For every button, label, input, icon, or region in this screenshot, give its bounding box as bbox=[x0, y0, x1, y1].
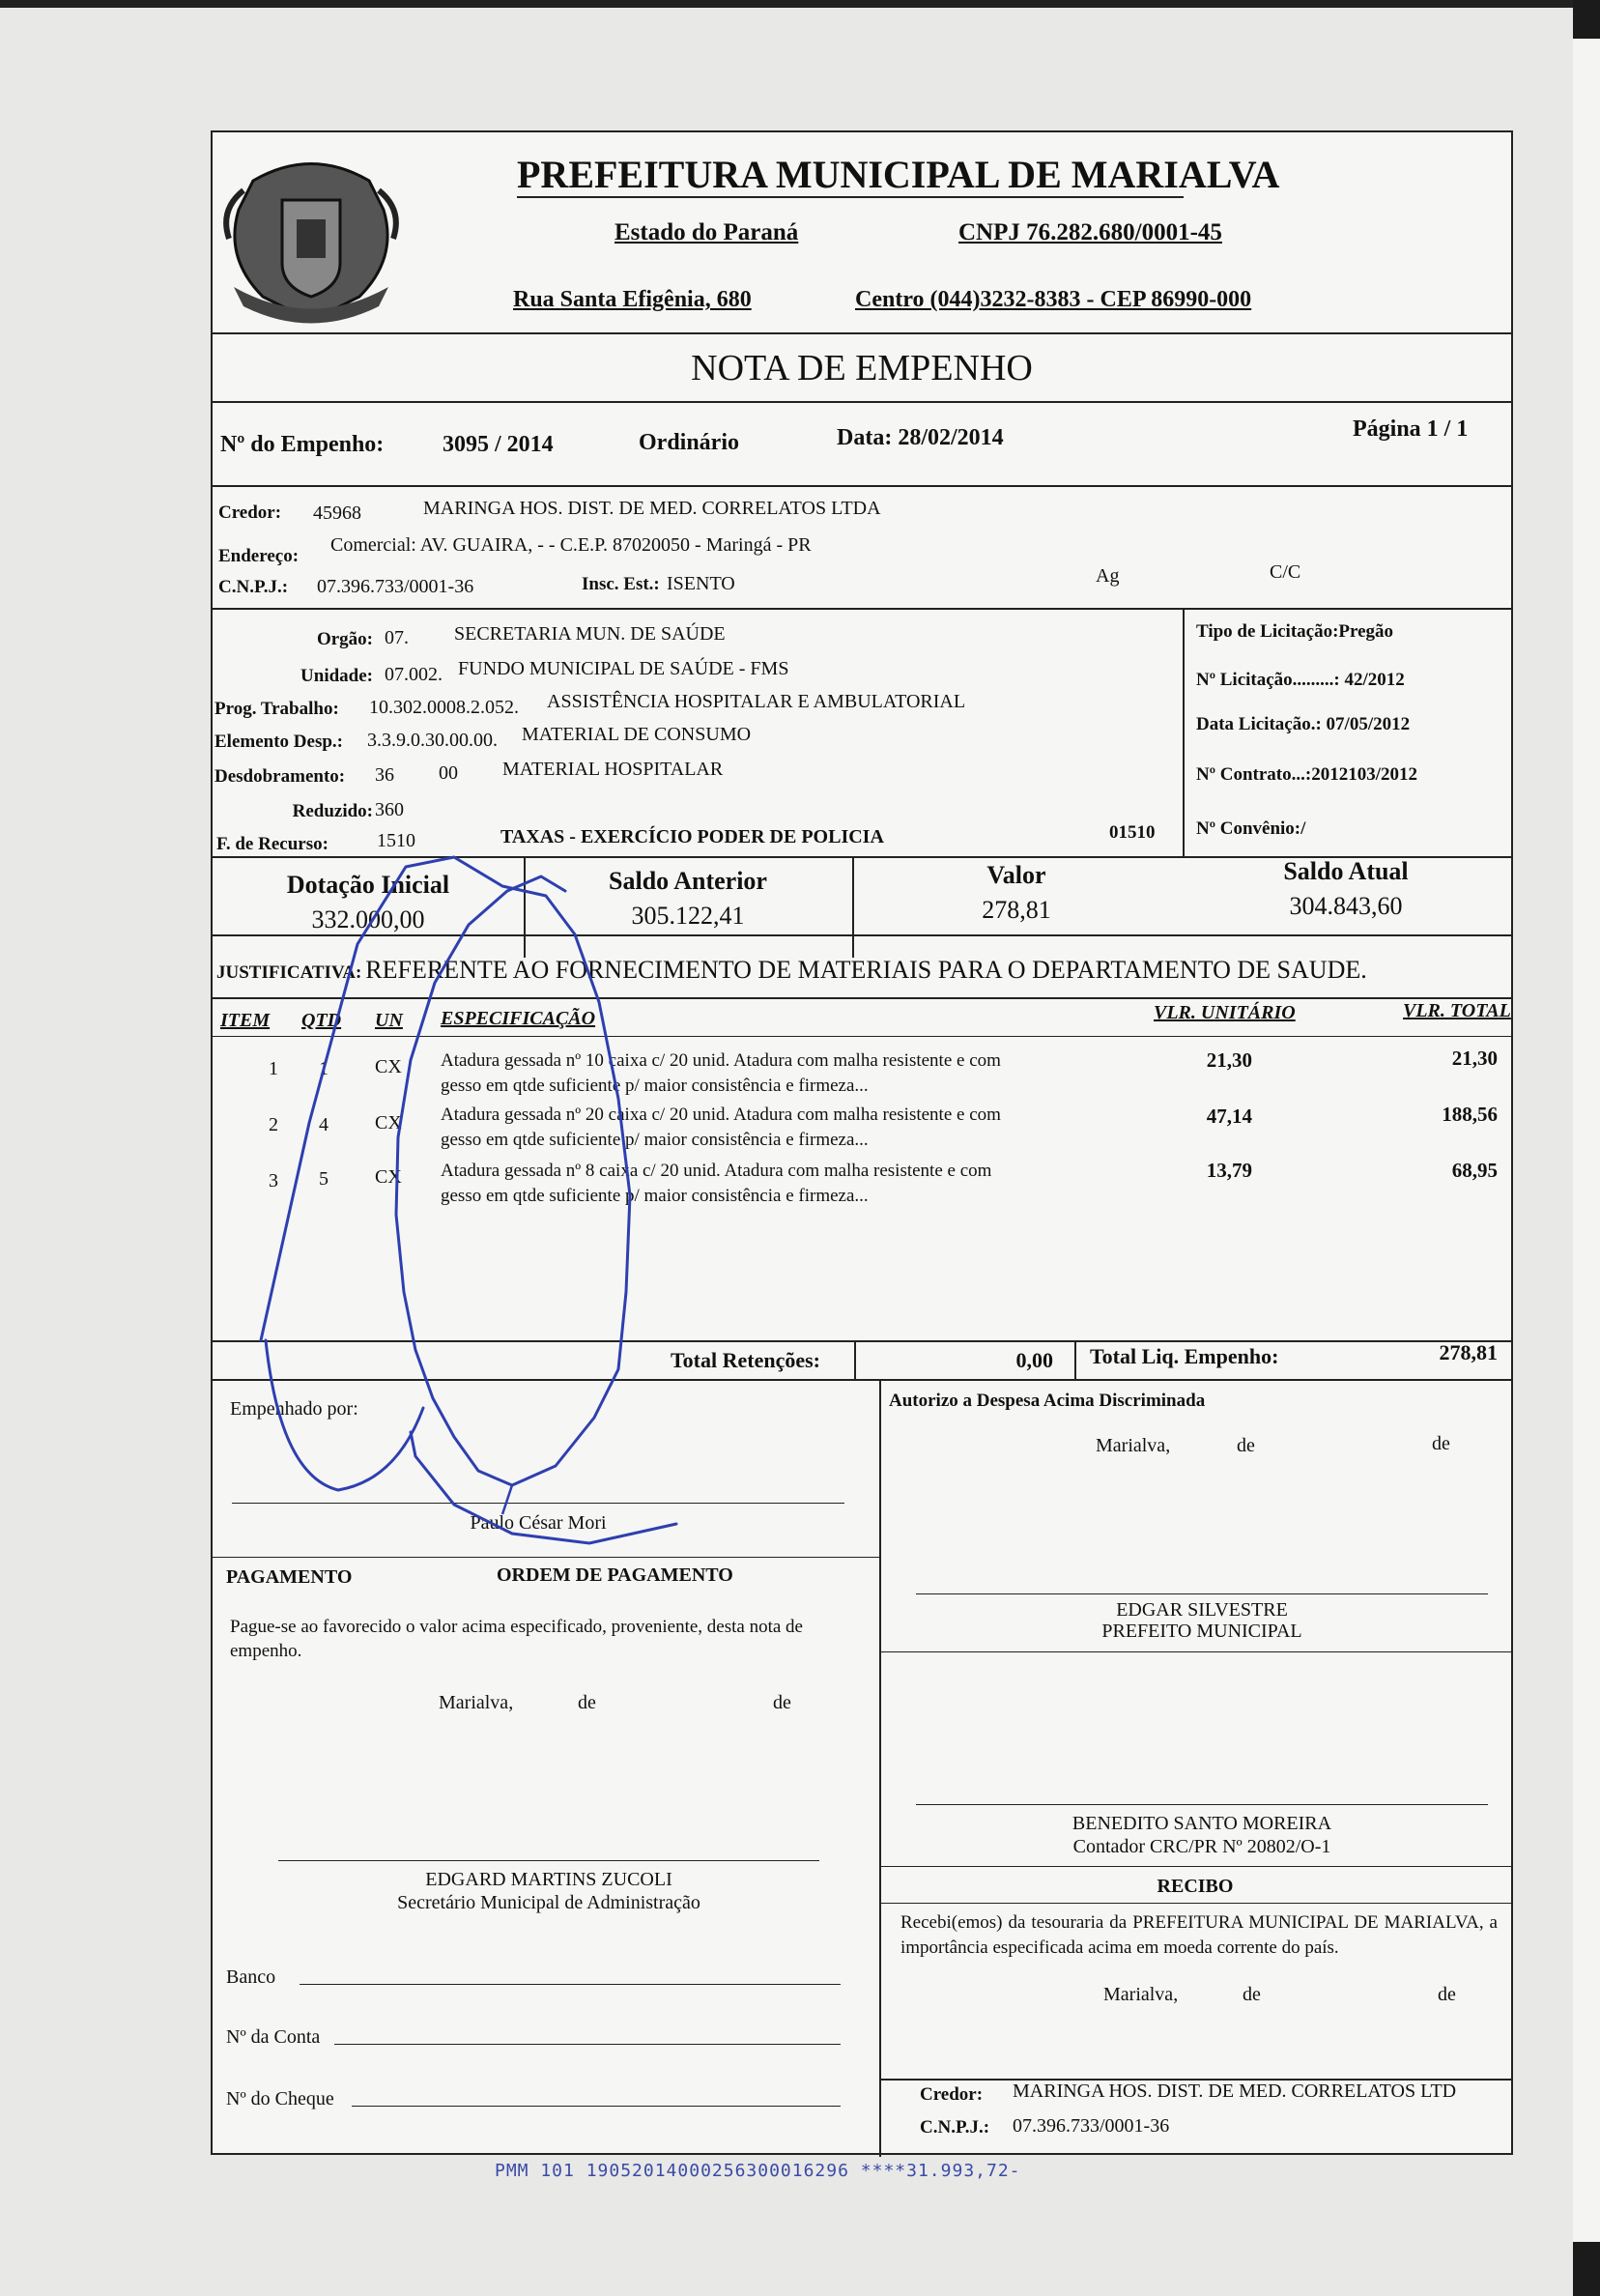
dotacao-inicial-label: Dotação Inicial bbox=[286, 871, 450, 899]
secretario-title: Secretário Municipal de Administração bbox=[397, 1892, 700, 1913]
saldo-atual-value: 304.843,60 bbox=[1289, 892, 1403, 920]
item-qty: 4 bbox=[319, 1114, 329, 1135]
empenho-label: Nº do Empenho: bbox=[220, 432, 385, 457]
col-vlr-unitario: VLR. UNITÁRIO bbox=[1154, 1002, 1296, 1023]
reduzido-label: Reduzido: bbox=[292, 801, 373, 821]
prog-trabalho-name: ASSISTÊNCIA HOSPITALAR E AMBULATORIAL bbox=[547, 691, 966, 712]
unidade-name: FUNDO MUNICIPAL DE SAÚDE - FMS bbox=[458, 658, 789, 679]
credor-cnpj: 07.396.733/0001-36 bbox=[317, 576, 474, 597]
credor-label: Credor: bbox=[218, 502, 282, 523]
header-contact: Centro (044)3232-8383 - CEP 86990-000 bbox=[855, 287, 1252, 312]
numero-licitacao: Nº Licitação.........: 42/2012 bbox=[1196, 670, 1405, 690]
credor-code: 45968 bbox=[313, 502, 361, 524]
item-desc-line2: gesso em qtde suficiente p/ maior consistência e firmeza... bbox=[441, 1130, 869, 1150]
recibo-cnpj: 07.396.733/0001-36 bbox=[1013, 2115, 1170, 2137]
recibo-label: RECIBO bbox=[1157, 1876, 1234, 1897]
item-unit-price: 21,30 bbox=[1206, 1048, 1252, 1072]
item-qty: 1 bbox=[319, 1058, 329, 1079]
numero-contrato: Nº Contrato...:2012103/2012 bbox=[1196, 764, 1417, 785]
item-number: 1 bbox=[269, 1058, 278, 1079]
recibo-text: Recebi(emos) da tesouraria da PREFEITURA MUNICIPAL DE MARIALVA, a importância especificada acima em moeda corrente do país. bbox=[900, 1912, 1498, 1958]
item-desc-line1: Atadura gessada nº 8 caixa c/ 20 unid. Atadura com malha resistente e com bbox=[441, 1161, 992, 1181]
handwritten-signature-icon bbox=[213, 132, 1511, 2152]
orgao-code: 07. bbox=[385, 627, 409, 648]
autorizo-de1: de bbox=[1237, 1435, 1255, 1456]
credor-address: Comercial: AV. GUAIRA, - - C.E.P. 87020050 - Maringá - PR bbox=[330, 534, 812, 556]
recibo-credor-label: Credor: bbox=[920, 2084, 984, 2105]
total-retencoes-value: 0,00 bbox=[1015, 1348, 1053, 1372]
recurso-ref: 01510 bbox=[1109, 822, 1156, 843]
total-liq-value: 278,81 bbox=[1439, 1340, 1498, 1364]
empenhado-por-label: Empenhado por: bbox=[230, 1398, 358, 1420]
prefeito-name: EDGAR SILVESTRE bbox=[1116, 1599, 1288, 1621]
col-un: UN bbox=[375, 1010, 403, 1031]
pagamento-label: PAGAMENTO bbox=[226, 1566, 353, 1588]
recibo-de2: de bbox=[1438, 1984, 1456, 2005]
total-retencoes-label: Total Retenções: bbox=[671, 1348, 820, 1372]
justificativa-text: REFERENTE AO FORNECIMENTO DE MATERIAIS PARA O DEPARTAMENTO DE SAUDE. bbox=[365, 956, 1367, 984]
scan-right-edge bbox=[1573, 0, 1600, 2296]
cnpj-label: C.N.P.J.: bbox=[218, 577, 289, 597]
item-desc-line2: gesso em qtde suficiente p/ maior consistência e firmeza... bbox=[441, 1186, 869, 1206]
pagamento-place: Marialva, bbox=[439, 1692, 514, 1713]
empenho-type: Ordinário bbox=[639, 430, 740, 455]
unidade-code: 07.002. bbox=[385, 664, 443, 685]
prog-trabalho-code: 10.302.0008.2.052. bbox=[369, 697, 519, 718]
numero-convenio: Nº Convênio:/ bbox=[1196, 818, 1306, 839]
contador-title: Contador CRC/PR Nº 20802/O-1 bbox=[1072, 1836, 1331, 1857]
prefeito-title: PREFEITO MUNICIPAL bbox=[1101, 1621, 1302, 1642]
ordem-pagamento-label: ORDEM DE PAGAMENTO bbox=[497, 1564, 733, 1586]
item-total: 188,56 bbox=[1442, 1103, 1498, 1126]
cheque-label: Nº do Cheque bbox=[226, 2088, 334, 2109]
desdobramento-code: 36 bbox=[375, 764, 394, 786]
item-number: 2 bbox=[269, 1114, 278, 1135]
col-vlr-total: VLR. TOTAL bbox=[1403, 1000, 1511, 1021]
empenho-date: Data: 28/02/2014 bbox=[837, 425, 1004, 450]
pagamento-text: Pague-se ao favorecido o valor acima especificado, proveniente, desta nota de empenho. bbox=[230, 1617, 803, 1661]
item-total: 21,30 bbox=[1451, 1047, 1498, 1070]
pagamento-de2: de bbox=[773, 1692, 791, 1713]
recurso-name: TAXAS - EXERCÍCIO PODER DE POLICIA bbox=[500, 826, 884, 847]
saldo-anterior-value: 305.122,41 bbox=[631, 902, 745, 930]
orgao-name: SECRETARIA MUN. DE SAÚDE bbox=[454, 623, 726, 645]
item-desc-line2: gesso em qtde suficiente p/ maior consistência e firmeza... bbox=[441, 1076, 869, 1096]
valor-value: 278,81 bbox=[982, 896, 1051, 924]
autorizo-place: Marialva, bbox=[1096, 1435, 1171, 1456]
page-number: Página 1 / 1 bbox=[1353, 416, 1469, 442]
dotacao-inicial-value: 332.000,00 bbox=[311, 905, 425, 933]
prog-trabalho-label: Prog. Trabalho: bbox=[214, 699, 339, 719]
item-desc-line1: Atadura gessada nº 20 caixa c/ 20 unid. Atadura com malha resistente e com bbox=[441, 1105, 1001, 1125]
orgao-label: Orgão: bbox=[316, 629, 373, 649]
item-qty: 5 bbox=[319, 1168, 329, 1190]
tipo-licitacao: Tipo de Licitação:Pregão bbox=[1196, 621, 1394, 642]
saldo-anterior-label: Saldo Anterior bbox=[609, 867, 767, 895]
data-licitacao: Data Licitação.: 07/05/2012 bbox=[1196, 714, 1411, 734]
scan-top-edge bbox=[0, 0, 1600, 8]
pagamento-de1: de bbox=[578, 1692, 596, 1713]
elemento-name: MATERIAL DE CONSUMO bbox=[522, 724, 752, 745]
cc-label: C/C bbox=[1270, 561, 1301, 583]
item-unit: CX bbox=[375, 1112, 402, 1134]
credor-name: MARINGA HOS. DIST. DE MED. CORRELATOS LTDA bbox=[423, 498, 881, 519]
recurso-label: F. de Recurso: bbox=[216, 834, 329, 854]
empenhado-por-name: Paulo César Mori bbox=[470, 1512, 607, 1534]
item-total: 68,95 bbox=[1451, 1159, 1498, 1182]
recibo-cnpj-label: C.N.P.J.: bbox=[920, 2117, 990, 2138]
ag-label: Ag bbox=[1096, 565, 1120, 587]
desdobramento-name: MATERIAL HOSPITALAR bbox=[502, 759, 724, 780]
autorizo-de2: de bbox=[1432, 1433, 1450, 1454]
item-desc-line1: Atadura gessada nº 10 caixa c/ 20 unid. Atadura com malha resistente e com bbox=[441, 1050, 1001, 1071]
secretario-name: EDGARD MARTINS ZUCOLI bbox=[425, 1869, 672, 1890]
contador-name: BENEDITO SANTO MOREIRA bbox=[1071, 1813, 1332, 1834]
header-title: PREFEITURA MUNICIPAL DE MARIALVA bbox=[517, 153, 1280, 196]
col-item: ITEM bbox=[220, 1010, 271, 1031]
elemento-label: Elemento Desp.: bbox=[214, 732, 343, 752]
recibo-credor-name: MARINGA HOS. DIST. DE MED. CORRELATOS LTD bbox=[1013, 2081, 1457, 2102]
recibo-place: Marialva, bbox=[1103, 1984, 1179, 2005]
item-unit: CX bbox=[375, 1056, 402, 1077]
recibo-de1: de bbox=[1243, 1984, 1261, 2005]
header-cnpj: CNPJ 76.282.680/0001-45 bbox=[958, 219, 1222, 245]
saldo-atual-label: Saldo Atual bbox=[1283, 857, 1409, 885]
item-unit-price: 13,79 bbox=[1206, 1159, 1252, 1182]
item-number: 3 bbox=[269, 1170, 278, 1191]
elemento-code: 3.3.9.0.30.00.00. bbox=[367, 730, 498, 751]
col-especificacao: ESPECIFICAÇÃO bbox=[441, 1008, 596, 1029]
insc-est-label: Insc. Est.: bbox=[582, 574, 660, 594]
recurso-code: 1510 bbox=[377, 830, 415, 851]
header-state: Estado do Paraná bbox=[614, 219, 799, 245]
item-unit: CX bbox=[375, 1166, 402, 1188]
valor-label: Valor bbox=[986, 861, 1046, 889]
reduzido-value: 360 bbox=[375, 799, 404, 820]
document-page bbox=[211, 130, 1513, 2155]
desdobramento-label: Desdobramento: bbox=[214, 766, 346, 787]
document-title: NOTA DE EMPENHO bbox=[691, 348, 1033, 388]
total-liq-label: Total Liq. Empenho: bbox=[1090, 1344, 1279, 1368]
justificativa-label: JUSTIFICATIVA: bbox=[216, 962, 362, 983]
item-unit-price: 47,14 bbox=[1206, 1105, 1252, 1128]
conta-label: Nº da Conta bbox=[226, 2026, 321, 2048]
col-qtd: QTD bbox=[301, 1010, 342, 1031]
empenho-number: 3095 / 2014 bbox=[443, 432, 554, 457]
unidade-label: Unidade: bbox=[300, 666, 373, 686]
insc-est-value: ISENTO bbox=[667, 573, 735, 594]
desdobramento-sub: 00 bbox=[439, 762, 458, 784]
banco-label: Banco bbox=[226, 1966, 276, 1988]
footer-code: PMM 101 19052014000256300016296 ****31.993,72- bbox=[495, 2161, 1021, 2181]
header-address: Rua Santa Efigênia, 680 bbox=[513, 287, 752, 312]
autorizo-label: Autorizo a Despesa Acima Discriminada bbox=[889, 1391, 1206, 1411]
endereco-label: Endereço: bbox=[218, 546, 300, 566]
